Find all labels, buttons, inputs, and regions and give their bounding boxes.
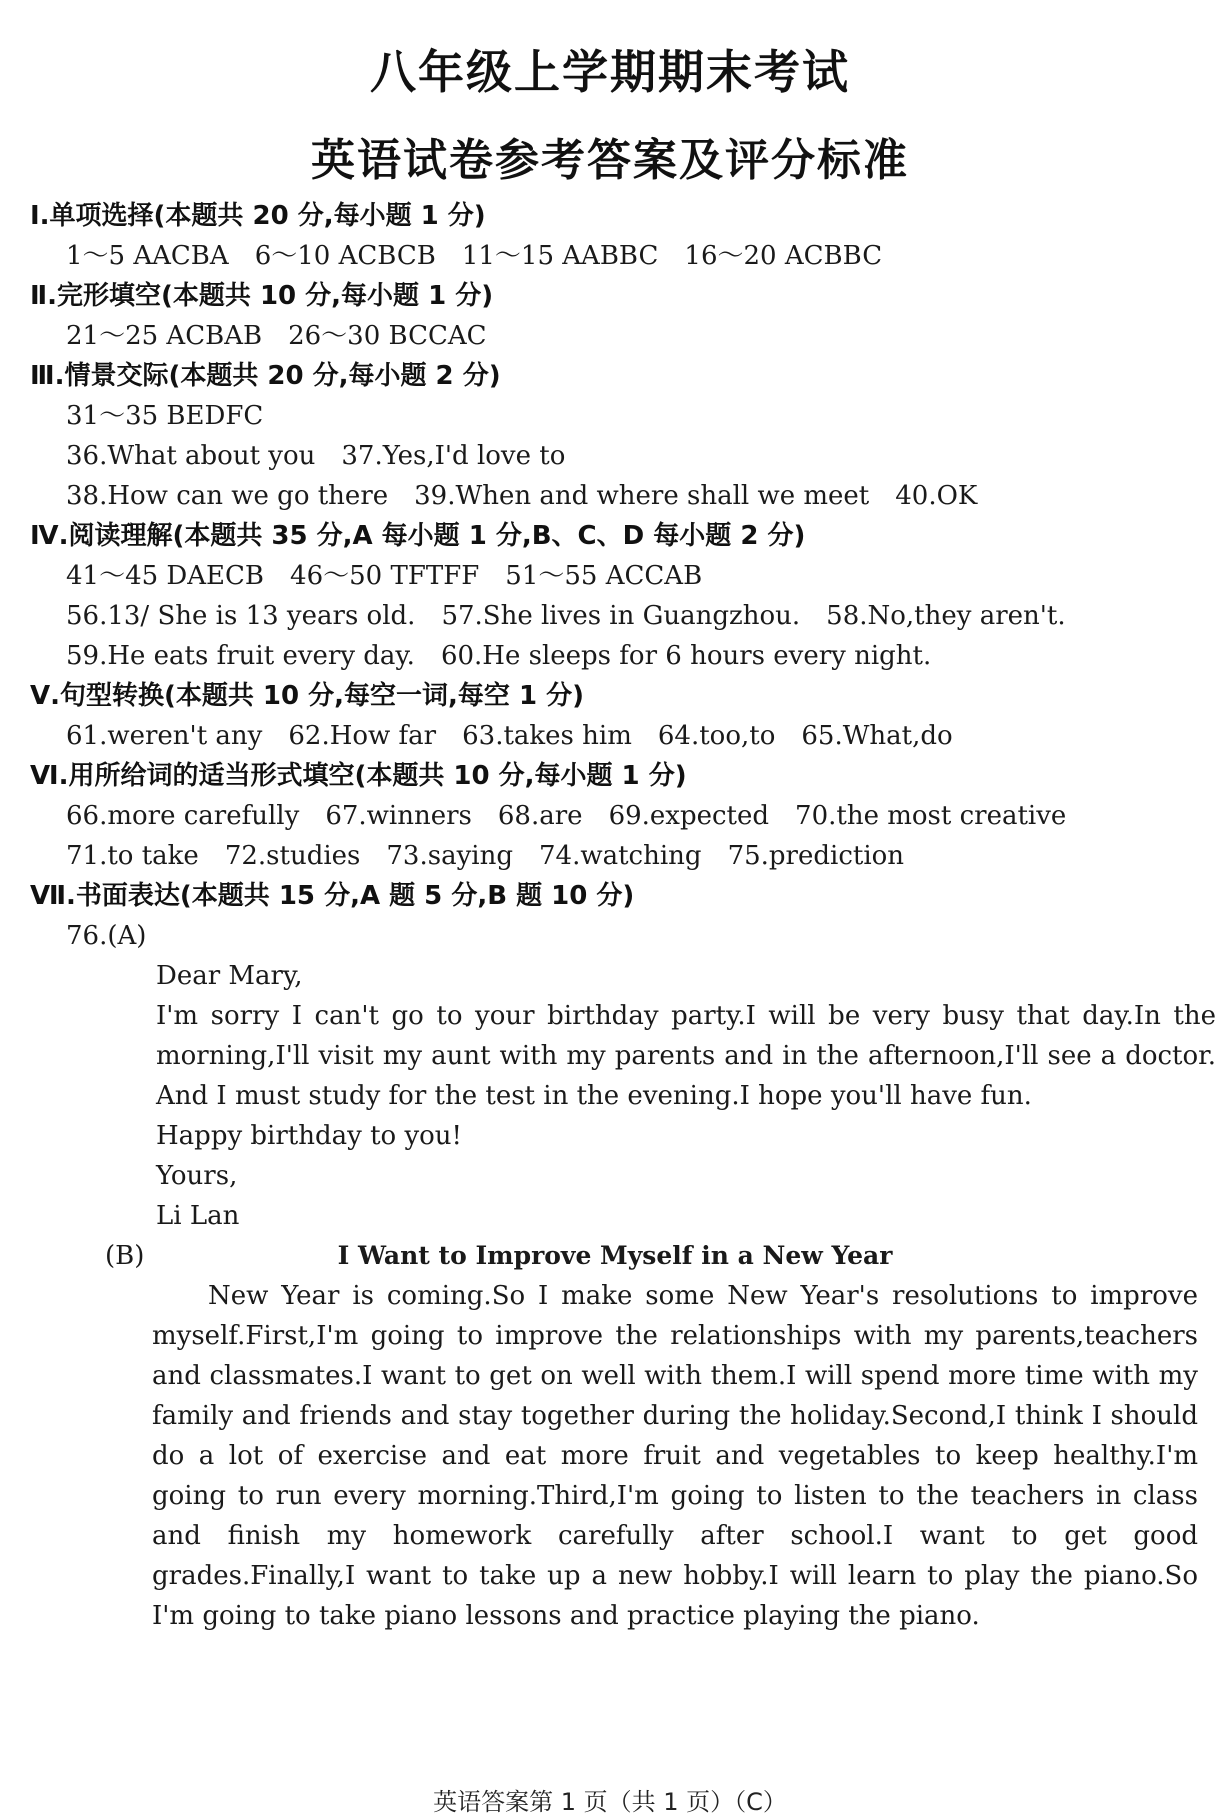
letter-greeting: Dear Mary,	[156, 961, 303, 991]
answer-item: 72.studies	[224, 841, 361, 871]
answer-item: 65.What,do	[801, 721, 953, 751]
letter-body: I'm sorry I can't go to your birthday party.I will be very busy that day.In the morning,I'll visit my aunt with my parents and in the afternoon,I'll see a doctor. And I must study for the test in the evening.I hope you'll have fun.	[156, 1001, 1216, 1111]
answer-item: 62.How far	[288, 721, 437, 751]
answer-item: 31～35 BEDFC	[66, 401, 264, 431]
answer-item: 39.When and where shall we meet	[414, 481, 870, 511]
answer-key-title: 英语试卷参考答案及评分标准	[311, 135, 909, 186]
letter-wish: Happy birthday to you!	[156, 1121, 462, 1151]
section-heading: Ⅴ.句型转换(本题共 10 分,每空一词,每空 1 分)	[30, 681, 584, 711]
letter-closing: Yours,	[156, 1161, 238, 1191]
answer-item: 60.He sleeps for 6 hours every night.	[440, 641, 932, 671]
answer-item: 61.weren't any	[66, 721, 263, 751]
answer-item: 75.prediction	[727, 841, 905, 871]
section-heading: Ⅰ.单项选择(本题共 20 分,每小题 1 分)	[30, 201, 486, 231]
answer-item: 56.13/ She is 13 years old.	[66, 601, 416, 631]
answer-item: 37.Yes,I'd love to	[341, 441, 566, 471]
letter-signature: Li Lan	[156, 1201, 240, 1231]
sample-essay: New Year is coming.So I make some New Year's resolutions to improve myself.First,I'm going to improve the relationships with my parents,teachers and classmates.I want to get on well with them.I will spend more time with my family and friends and stay together during the holiday.Second,I think I should do a lot of exercise and eat more fruit and vegetables to keep healthy.I'm going to run every morning.Third,I'm going to listen to the teachers in class and finish my homework carefully after school.I want to get good grades.Finally,I want to take up a new hobby.I will learn to play the piano.So I'm going to take piano lessons and practice playing the piano.	[152, 1281, 1198, 1631]
answer-line	[30, 396, 1200, 436]
answer-item: 21～25 ACBAB	[66, 321, 263, 351]
section-heading-writing: Ⅶ.书面表达(本题共 15 分,A 题 5 分,B 题 10 分)	[30, 881, 635, 911]
part-a-label: 76.(A)	[66, 921, 147, 951]
sample-letter	[30, 956, 1216, 1236]
answer-item: 36.What about you	[66, 441, 316, 471]
answer-line	[30, 796, 1200, 836]
section-heading: Ⅳ.阅读理解(本题共 35 分,A 每小题 1 分,B、C、D 每小题 2 分)	[30, 521, 806, 551]
answer-item: 46～50 TFTFF	[290, 561, 480, 591]
answer-line	[30, 236, 1200, 276]
answer-line	[30, 596, 1200, 636]
page-footer: 英语答案第 1 页（共 1 页）（C）	[433, 1788, 787, 1816]
section-heading: Ⅱ.完形填空(本题共 10 分,每小题 1 分)	[30, 281, 494, 311]
section-heading: Ⅵ.用所给词的适当形式填空(本题共 10 分,每小题 1 分)	[30, 761, 687, 791]
answer-item: 71.to take	[66, 841, 199, 871]
answer-line	[30, 436, 1200, 476]
answer-item: 66.more carefully	[66, 801, 300, 831]
answer-item: 16～20 ACBBC	[684, 241, 883, 271]
answer-item: 6～10 ACBCB	[254, 241, 436, 271]
answer-item: 51～55 ACCAB	[505, 561, 703, 591]
answer-content	[30, 196, 1216, 1636]
answer-item: 11～15 AABBC	[461, 241, 659, 271]
answer-line	[30, 476, 1200, 516]
essay-title: I Want to Improve Myself in a New Year	[337, 1241, 893, 1270]
answer-item: 26～30 BCCAC	[288, 321, 487, 351]
answer-item: 63.takes him	[462, 721, 632, 751]
answer-item: 59.He eats fruit every day.	[66, 641, 415, 671]
answer-item: 38.How can we go there	[66, 481, 389, 511]
answer-item: 57.She lives in Guangzhou.	[441, 601, 801, 631]
answer-line	[30, 716, 1200, 756]
answer-item: 58.No,they aren't.	[826, 601, 1066, 631]
answer-item: 68.are	[497, 801, 583, 831]
part-b-header	[30, 1236, 1200, 1276]
answer-item: 69.expected	[608, 801, 770, 831]
answer-item: 40.OK	[895, 481, 978, 511]
section-heading: Ⅲ.情景交际(本题共 20 分,每小题 2 分)	[30, 361, 501, 391]
answer-item: 41～45 DAECB	[66, 561, 265, 591]
answer-item: 64.too,to	[657, 721, 776, 751]
answer-item: 74.watching	[538, 841, 702, 871]
part-b-label: (B)	[105, 1241, 145, 1271]
answer-item: 67.winners	[325, 801, 472, 831]
answer-line	[30, 636, 1200, 676]
answer-line	[30, 836, 1200, 876]
answer-line	[30, 556, 1200, 596]
exam-title: 八年级上学期期末考试	[370, 45, 850, 99]
answer-item: 1～5 AACBA	[66, 241, 229, 271]
answer-sections	[30, 196, 1200, 876]
answer-line	[30, 316, 1200, 356]
answer-item: 70.the most creative	[795, 801, 1067, 831]
answer-item: 73.saying	[386, 841, 513, 871]
